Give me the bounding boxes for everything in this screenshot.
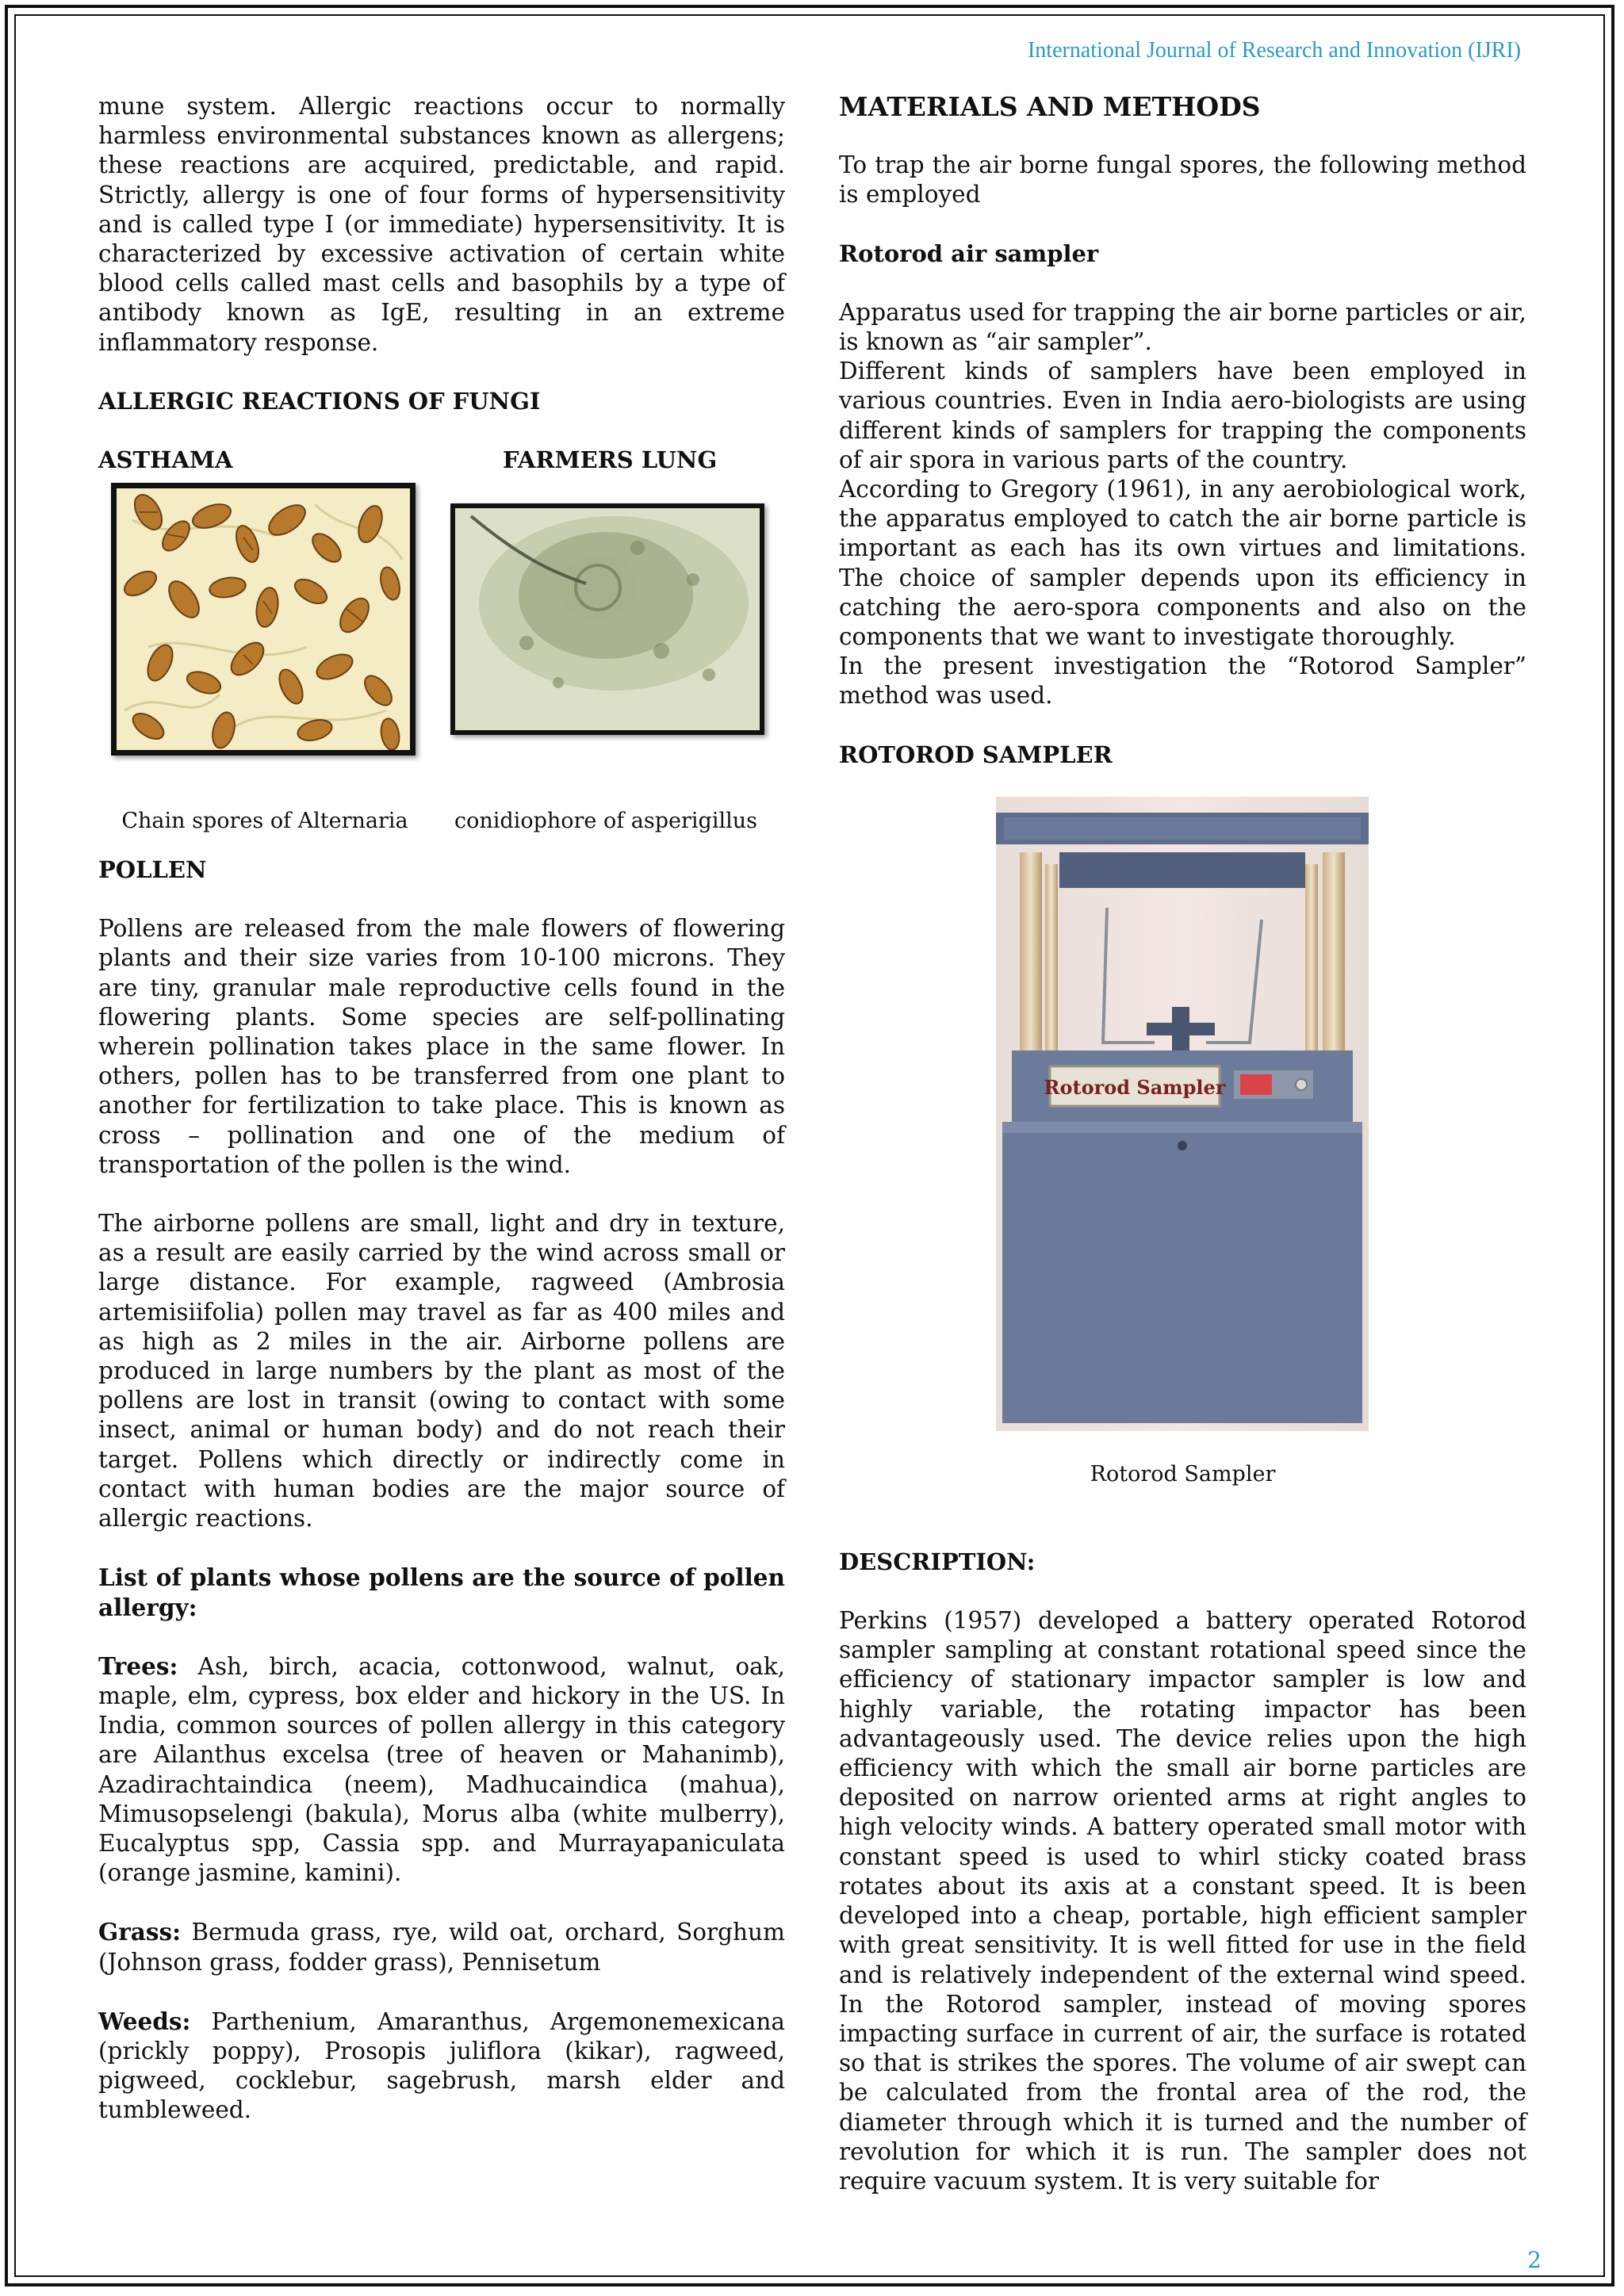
page-number: 2 <box>1527 2247 1542 2273</box>
plant-list-heading: List of plants whose pollens are the source of pollen allergy: <box>98 1563 785 1621</box>
left-column <box>98 92 785 2126</box>
grass-paragraph <box>98 1917 785 1976</box>
methods-intro: To trap the air borne fungal spores, the following method is employed <box>839 151 1526 209</box>
rotorod-caption: Rotorod Sampler <box>1090 1461 1276 1487</box>
description-heading: DESCRIPTION: <box>839 1548 1036 1575</box>
pollen-paragraph-1: Pollens are released from the male flowers of flowering plants and their size varies from 10-100 microns. They are tiny, granular male reproductive cells found in the flowering plants. Some species are self-pollinating wherein pollination takes place in the same flower. In others, pollen has to be transferred from one plant to another for fertilization to take place. This is known as cross – pollination and one of the medium of transportation of the pollen is the wind. <box>98 915 785 1178</box>
gregory-paragraph: According to Gregory (1961), in any aerobiological work, the apparatus employed to catch the air borne particle is important as each has its own virtues and limitations. The choice of sampler depends upon its efficiency in catching the aero-spora components and also on the components that we want to investigate thoroughly. <box>839 476 1526 651</box>
right-column <box>839 92 1526 2196</box>
materials-methods-heading: MATERIALS AND METHODS <box>839 91 1261 122</box>
alternaria-image <box>111 483 416 756</box>
samplers-paragraph: Different kinds of samplers have been employed in various countries. Even in India aero-biologists are using different kinds of samplers for trapping the components of air spora in various parts of the country. <box>839 358 1526 473</box>
rotorod-sampler-heading: ROTOROD SAMPLER <box>839 740 1113 768</box>
apparatus-paragraph: Apparatus used for trapping the air borne particles or air, is known as “air sampler”. <box>839 298 1526 356</box>
intro-paragraph: mune system. Allergic reactions occur to normally harmless environmental substances known as allergens; these reactions are acquired, predictable, and rapid. Strictly, allergy is one of four forms of hypersensitivity and is called type I (or immediate) hypersensitivity. It is characterized by excessive activation of certain white blood cells called mast cells and basophils by a type of antibody known as IgE, resulting in an extreme inflammatory response. <box>98 93 785 356</box>
weeds-label: Weeds: <box>98 2007 191 2035</box>
grass-label: Grass: <box>98 1918 181 1946</box>
rotorod-figure <box>839 770 1526 1460</box>
description-paragraph: Perkins (1957) developed a battery operated Rotorod sampler sampling at constant rotational speed since the efficiency of stationary impactor sampler is low and highly variable, the rotating impactor has been advantageously used. The device relies upon the high efficiency with which the small air borne particles are deposited on narrow oriented arms at right angles to high velocity winds. A battery operated small motor with constant speed is used to whirl sticky coated brass rotates about its axis at a constant speed. It is been developed into a cheap, portable, high efficient sampler with great sensitivity. It is well fitted for use in the field and is relatively independent of the external wind speed. In the Rotorod sampler, instead of moving spores impacting surface in current of air, the surface is rotated so that is strikes the spores. The volume of air swept can be calculated from the frontal area of the rod, the diameter through which it is turned and the number of revolution for which it is run. The sampler does not require vacuum system. It is very suitable for <box>839 1607 1526 2195</box>
pollen-heading: POLLEN <box>98 856 207 884</box>
grass-text: Bermuda grass, rye, wild oat, orchard, Sorghum (Johnson grass, fodder grass), Pennisetum <box>98 1919 785 1976</box>
weeds-paragraph <box>98 2007 785 2126</box>
trees-text: Ash, birch, acacia, cottonwood, walnut, oak, maple, elm, cypress, box elder and hickory in the US. In India, common sources of pollen allergy in this category are Ailanthus excelsa (tree of heaven or Mahanimb), Azadirachtaindica (neem), Madhucaindica (mahua), Mimusopselengi (bakula), Morus alba (white mulberry), Eucalyptus spp, Cassia spp. and Murrayapaniculata (orange jasmine, kamini). <box>98 1652 785 1887</box>
asperigillus-caption: conidiophore of asperigillus <box>454 809 757 834</box>
weeds-text: Parthenium, Amaranthus, Argemonemexicana (prickly poppy), Prosopis juliflora (kikar), ragweed, pigweed, cocklebur, sagebrush, marsh elder and tumbleweed. <box>98 2007 785 2124</box>
pollen-paragraph-2: The airborne pollens are small, light and dry in texture, as a result are easily carried by the wind across small or large distance. For example, ragweed (Ambrosia artemisiifolia) pollen may travel as far as 400 miles and as high as 2 miles in the air. Airborne pollens are produced in large numbers by the plant as most of the pollens are lost in transit (owing to contact with some insect, animal or human body) and do not reach their target. Pollens which directly or indirectly come in contact with human bodies are the major source of allergic reactions. <box>98 1210 785 1533</box>
farmers-lung-heading: FARMERS LUNG <box>503 446 718 474</box>
journal-header: International Journal of Research and Innovation (IJRI) <box>1027 38 1521 63</box>
present-investigation-paragraph: In the present investigation the “Rotorod Sampler” method was used. <box>839 652 1526 710</box>
rotorod-air-sampler-heading: Rotorod air sampler <box>839 239 1099 267</box>
alternaria-caption: Chain spores of Alternaria <box>121 809 408 834</box>
rotorod-sampler-image <box>996 797 1369 1431</box>
trees-paragraph <box>98 1651 785 1888</box>
trees-label: Trees: <box>98 1651 178 1680</box>
asthama-heading: ASTHAMA <box>98 446 233 474</box>
allergic-reactions-heading: ALLERGIC REACTIONS OF FUNGI <box>98 387 541 415</box>
fungi-figures <box>98 475 785 855</box>
asperigillus-image <box>450 503 764 735</box>
device-label: Rotorod Sampler <box>1044 1075 1226 1099</box>
